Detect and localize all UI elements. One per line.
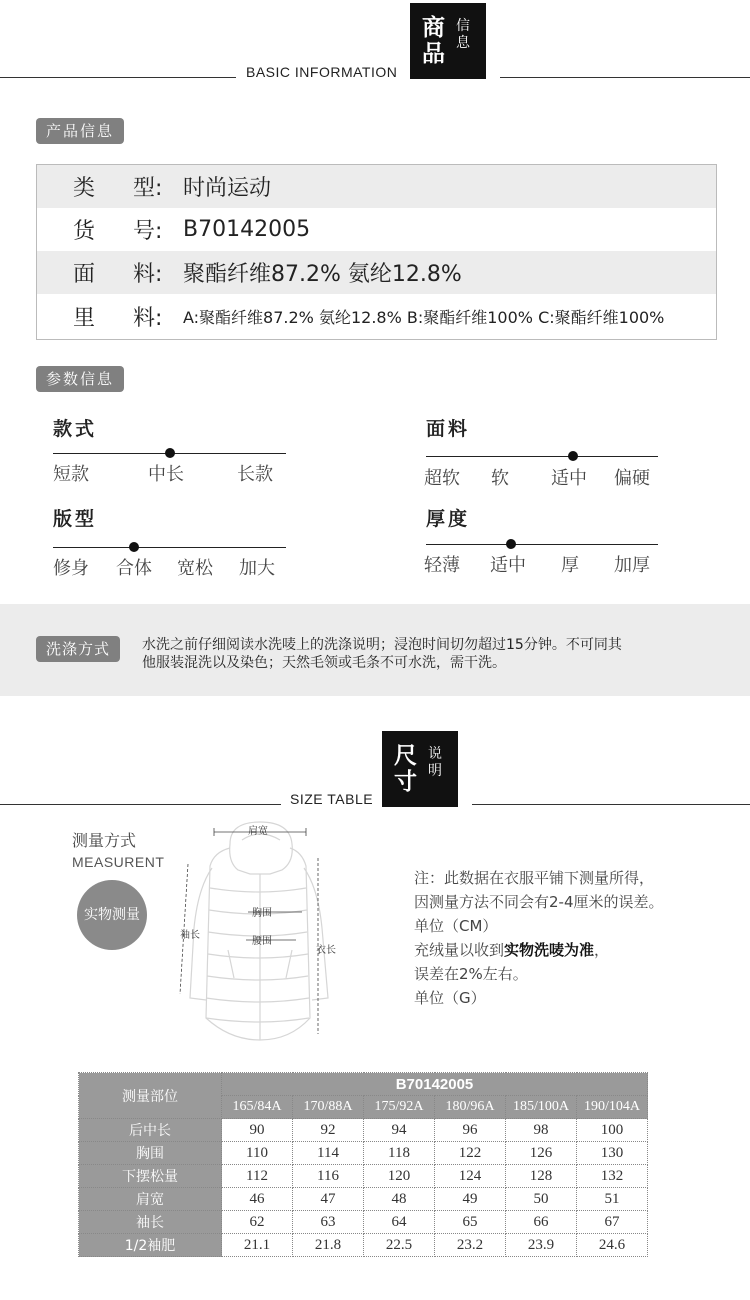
table-cell: 128	[506, 1165, 577, 1188]
param-option: 短款	[53, 464, 89, 485]
header-badge-char: 商	[422, 15, 445, 41]
param-selected-dot	[506, 539, 516, 549]
table-cell: 116	[293, 1165, 364, 1188]
table-cell: 92	[293, 1119, 364, 1142]
table-cell: 114	[293, 1142, 364, 1165]
size-table	[78, 1072, 648, 1257]
header-badge	[382, 731, 458, 807]
table-row	[79, 1165, 648, 1188]
header-english-title: BASIC INFORMATION	[246, 64, 398, 80]
param-option: 轻薄	[424, 555, 460, 576]
param-option: 长款	[237, 464, 273, 485]
table-cell: 48	[364, 1188, 435, 1211]
measure-method-badge: 实物测量	[77, 880, 147, 950]
param-option: 适中	[490, 555, 526, 576]
header-english-title: SIZE TABLE	[290, 791, 374, 807]
table-cell: 21.1	[222, 1234, 293, 1257]
table-cell: 90	[222, 1119, 293, 1142]
param-option: 宽松	[177, 558, 213, 579]
param-option: 修身	[53, 558, 89, 579]
table-cell: 100	[577, 1119, 648, 1142]
param-track	[426, 544, 658, 545]
wash-line: 他服装混洗以及染色；天然毛领或毛条不可水洗，需干洗。	[142, 655, 506, 671]
param-option: 厚	[561, 555, 579, 576]
info-row	[37, 295, 716, 338]
row-label: 胸围	[79, 1142, 222, 1165]
info-value: 时尚运动	[183, 176, 272, 201]
header-badge	[410, 3, 486, 79]
param-option: 超软	[424, 468, 460, 489]
wash-instructions	[142, 636, 702, 672]
info-row	[37, 208, 716, 251]
info-key: 类	[73, 176, 96, 201]
table-cell: 64	[364, 1211, 435, 1234]
size-label: 190/104A	[577, 1096, 648, 1119]
measure-title-en: MEASURENT	[72, 854, 165, 870]
table-cell: 112	[222, 1165, 293, 1188]
product-info-tag: 产品信息	[36, 118, 124, 144]
size-label: 185/100A	[506, 1096, 577, 1119]
table-cell: 50	[506, 1188, 577, 1211]
param-selected-dot	[568, 451, 578, 461]
table-cell: 51	[577, 1188, 648, 1211]
param-option: 适中	[551, 468, 587, 489]
size-label: 175/92A	[364, 1096, 435, 1119]
row-label: 1/2袖肥	[79, 1234, 222, 1257]
table-row	[79, 1234, 648, 1257]
info-value: 聚酯纤维87.2% 氨纶12.8%	[183, 262, 462, 287]
header-rule-left	[0, 77, 236, 78]
product-section-header	[0, 0, 750, 80]
table-cell: 124	[435, 1165, 506, 1188]
header-rule-left	[0, 804, 281, 805]
note-line: 单位（G）	[414, 989, 486, 1007]
table-row	[79, 1211, 648, 1234]
row-label: 肩宽	[79, 1188, 222, 1211]
info-row	[37, 165, 716, 208]
size-table-header-row	[79, 1073, 648, 1096]
note-line: 单位（CM）	[414, 917, 498, 935]
table-row	[79, 1188, 648, 1211]
param-thickness	[426, 504, 666, 584]
note-line	[414, 938, 734, 962]
param-fit	[53, 504, 293, 584]
note-text: ，	[594, 941, 610, 959]
param-option: 加大	[239, 558, 275, 579]
measure-title: 测量方式	[72, 831, 137, 850]
table-cell: 98	[506, 1119, 577, 1142]
table-cell: 66	[506, 1211, 577, 1234]
param-fabric	[426, 414, 666, 494]
product-info-table	[36, 164, 717, 340]
info-key: 号:	[133, 219, 163, 244]
param-selected-dot	[165, 448, 175, 458]
diagram-label-sleeve: 袖长	[180, 930, 200, 941]
header-badge-char: 尺	[394, 743, 417, 769]
header-badge-small-char: 明	[428, 763, 442, 779]
table-cell: 110	[222, 1142, 293, 1165]
table-cell: 23.9	[506, 1234, 577, 1257]
table-cell: 46	[222, 1188, 293, 1211]
info-value: A:聚酯纤维87.2% 氨纶12.8% B:聚酯纤维100% C:聚酯纤维100%	[183, 308, 665, 327]
diagram-label-chest: 胸围	[252, 908, 272, 919]
note-line: 注：此数据在衣服平铺下测量所得，	[414, 869, 655, 887]
table-cell: 67	[577, 1211, 648, 1234]
param-option: 偏硬	[614, 468, 650, 489]
table-cell: 23.2	[435, 1234, 506, 1257]
table-cell: 118	[364, 1142, 435, 1165]
size-table-model: B70142005	[222, 1073, 648, 1096]
note-emphasis: 实物洗唛为准	[504, 941, 595, 959]
header-rule-right	[472, 804, 750, 805]
table-cell: 62	[222, 1211, 293, 1234]
table-cell: 24.6	[577, 1234, 648, 1257]
header-badge-char: 品	[422, 41, 445, 67]
param-option: 合体	[116, 558, 152, 579]
param-title: 款式	[53, 418, 98, 440]
header-rule-right	[500, 77, 750, 78]
param-title: 厚度	[426, 508, 471, 530]
info-key: 里	[73, 306, 96, 331]
wash-line: 水洗之前仔细阅读水洗唛上的洗涤说明；浸泡时间切勿超过15分钟。不可同其	[142, 637, 622, 653]
row-label: 下摆松量	[79, 1165, 222, 1188]
size-label: 165/84A	[222, 1096, 293, 1119]
row-label: 后中长	[79, 1119, 222, 1142]
param-title: 面料	[426, 418, 471, 440]
table-cell: 126	[506, 1142, 577, 1165]
param-track	[53, 547, 286, 548]
param-selected-dot	[129, 542, 139, 552]
info-key: 料:	[133, 262, 163, 287]
header-badge-small-char: 说	[428, 746, 442, 762]
size-section-header	[0, 728, 750, 808]
size-label: 180/96A	[435, 1096, 506, 1119]
info-value: B70142005	[183, 217, 311, 242]
param-style	[53, 414, 293, 494]
diagram-label-shoulder: 肩宽	[248, 826, 268, 837]
table-cell: 120	[364, 1165, 435, 1188]
wash-tag: 洗涤方式	[36, 636, 120, 662]
table-cell: 22.5	[364, 1234, 435, 1257]
note-line: 误差在2%左右。	[414, 965, 528, 983]
info-row	[37, 251, 716, 294]
table-cell: 96	[435, 1119, 506, 1142]
measurement-notes	[414, 866, 734, 1010]
size-label: 170/88A	[293, 1096, 364, 1119]
info-key: 型:	[133, 176, 163, 201]
table-cell: 65	[435, 1211, 506, 1234]
table-cell: 130	[577, 1142, 648, 1165]
param-track	[426, 456, 658, 457]
param-option: 加厚	[614, 555, 650, 576]
table-cell: 49	[435, 1188, 506, 1211]
diagram-label-waist: 腰围	[252, 936, 272, 947]
header-badge-small-char: 信	[456, 18, 470, 34]
param-title: 版型	[53, 508, 98, 530]
table-cell: 94	[364, 1119, 435, 1142]
size-table-corner: 测量部位	[79, 1073, 222, 1119]
header-badge-char: 寸	[394, 769, 417, 795]
diagram-label-length: 衣长	[316, 945, 336, 956]
table-cell: 21.8	[293, 1234, 364, 1257]
row-label: 袖长	[79, 1211, 222, 1234]
table-cell: 132	[577, 1165, 648, 1188]
note-line: 因测量方法不同会有2-4厘米的误差。	[414, 893, 664, 911]
table-cell: 47	[293, 1188, 364, 1211]
param-info-tag: 参数信息	[36, 366, 124, 392]
info-key: 面	[73, 262, 96, 287]
header-badge-small-char: 息	[456, 35, 470, 51]
table-row	[79, 1119, 648, 1142]
table-cell: 122	[435, 1142, 506, 1165]
info-key: 货	[73, 219, 96, 244]
table-cell: 63	[293, 1211, 364, 1234]
note-text: 充绒量以收到	[414, 941, 505, 959]
info-key: 料:	[133, 306, 163, 331]
param-option: 中长	[148, 464, 184, 485]
param-option: 软	[491, 468, 509, 489]
table-row	[79, 1142, 648, 1165]
